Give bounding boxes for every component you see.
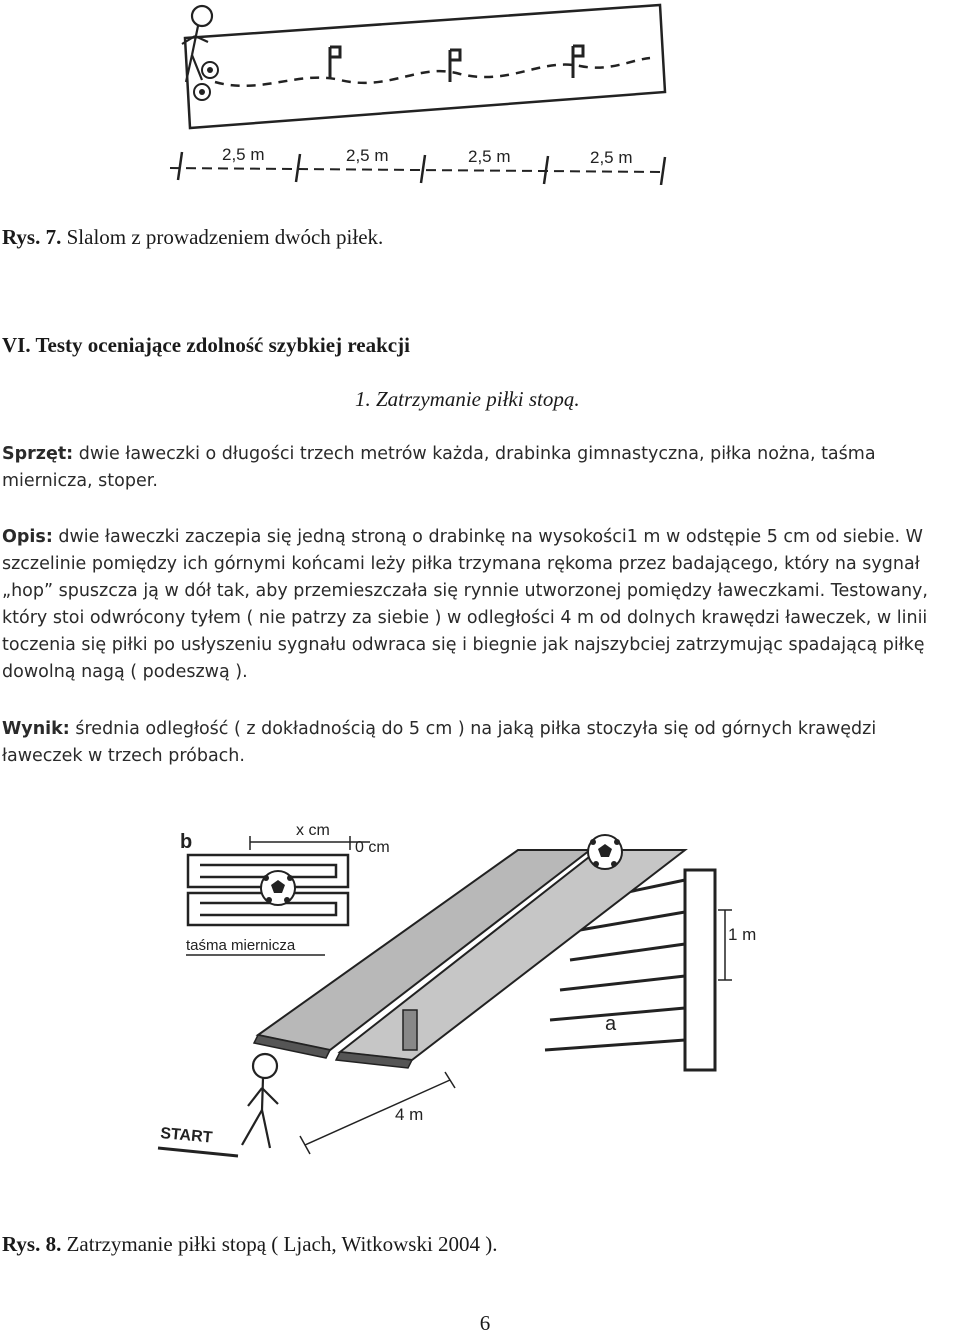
ball-icon: [588, 835, 622, 869]
inclined-benches: [254, 850, 685, 1068]
label-0-cm: 0 cm: [355, 839, 390, 856]
test-title: [355, 386, 855, 412]
figure-8-bench-setup: [150, 810, 770, 1170]
label-4-m: 4 m: [395, 1105, 424, 1124]
distance-label: 2,5 m: [468, 147, 511, 166]
description-text: dwie ławeczki zaczepia się jedną stroną o drabinkę na wysokości1 m w odstępie 5 cm od siebie. W szczelinie pomiędzy ich górnymi końcami leży piłka trzymana rękoma przez badającego, który na sygnał „hop” spuszcza ją w dół tak, aby przemieszczała się rynnie utworzonej pomiędzy ławeczkami. Testowany, który stoi odwrócony tyłem ( nie patrzy za siebie ) w odległości 4 m od dolnych krawędzi ławeczek, w linii toczenia się piłki po usłyszeniu sygnału odwraca się i biegnie jak najszybciej zatrzymując spadającą piłkę dowolną nagą ( podeszwą ).: [2, 527, 928, 682]
label-1-m: 1 m: [728, 925, 757, 944]
distance-label: 2,5 m: [346, 146, 389, 165]
caption-text: Slalom z prowadzeniem dwóch piłek.: [61, 225, 384, 249]
slalom-path: [215, 58, 650, 86]
label-b: b: [180, 831, 193, 853]
caption-text: Zatrzymanie piłki stopą ( Ljach, Witkowski 2004 ).: [61, 1232, 498, 1256]
page-number-text: 6: [479, 1311, 491, 1335]
result-text: średnia odległość ( z dokładnością do 5 cm ) na jaką piłka stoczyła się od górnych krawędzi ławeczek w trzech próbach.: [2, 719, 877, 766]
flag-icon: [330, 47, 340, 78]
flag-icon: [573, 46, 583, 78]
flag-icon: [450, 50, 460, 82]
section-heading-text: VI. Testy oceniające zdolność szybkiej reakcji: [2, 333, 410, 357]
description-paragraph: [2, 524, 960, 686]
test-title-text: 1. Zatrzymanie piłki stopą.: [355, 387, 580, 411]
dimension-line: [170, 168, 665, 172]
distance-label: 2,5 m: [222, 145, 265, 164]
caption-label: Rys. 7.: [2, 225, 62, 249]
figure-8-caption: [2, 1231, 952, 1257]
section-heading: [2, 332, 952, 358]
tested-person-figure: [242, 1054, 278, 1148]
equipment-paragraph: [2, 441, 958, 495]
figure-7-slalom: [160, 0, 680, 185]
equipment-label: Sprzęt:: [2, 444, 74, 464]
label-x-cm: x cm: [296, 822, 330, 839]
ball-icon: [202, 62, 218, 78]
caption-label: Rys. 8.: [2, 1232, 62, 1256]
field-outline: [185, 5, 665, 128]
result-label: Wynik:: [2, 719, 70, 739]
label-start: START: [159, 1125, 214, 1147]
ball-icon: [194, 84, 210, 100]
page-number: [470, 1310, 500, 1336]
label-a: a: [605, 1013, 617, 1035]
ball-icon: [261, 871, 295, 905]
distance-label: 2,5 m: [590, 148, 633, 167]
description-label: Opis:: [2, 527, 53, 547]
label-measuring-tape: taśma miernicza: [186, 937, 296, 954]
figure-7-caption: [2, 224, 952, 250]
result-paragraph: [2, 716, 958, 770]
equipment-text: dwie ławeczki o długości trzech metrów każda, drabinka gimnastyczna, piłka nożna, taśma miernicza, stoper.: [2, 444, 876, 491]
